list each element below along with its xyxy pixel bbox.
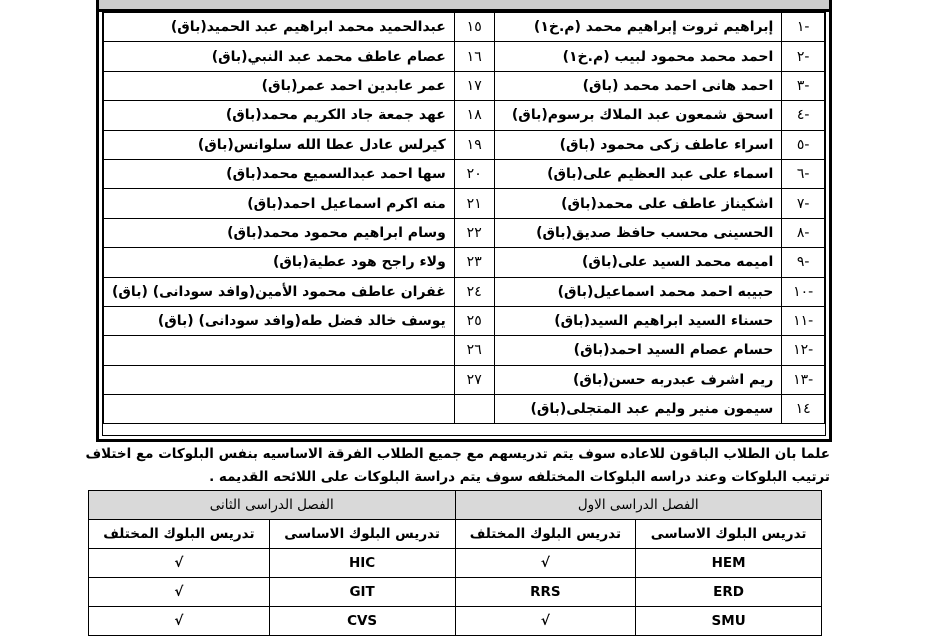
table-row xyxy=(104,218,825,247)
student-name: ريم اشرف عبدربه حسن(باق) xyxy=(494,365,782,394)
student-name: إبراهيم ثروت إبراهيم محمد (م.خ١) xyxy=(494,13,782,42)
student-name: اسراء عاطف زكى محمود (باق) xyxy=(494,130,782,159)
student-name: احمد هانى احمد محمد (باق) xyxy=(494,71,782,100)
student-name: الحسينى محسب حافظ صديق(باق) xyxy=(494,218,782,247)
block-cell: SMU xyxy=(636,607,822,636)
student-name: عصام عاطف محمد عبد النبي(باق) xyxy=(104,42,455,71)
student-name: عهد جمعة جاد الكريم محمد(باق) xyxy=(104,101,455,130)
student-number: -٦ xyxy=(782,159,825,188)
block-cell: RRS xyxy=(455,578,636,607)
block-cell: √ xyxy=(455,549,636,578)
student-number: -٣ xyxy=(782,71,825,100)
diff-header: تدريس البلوك المختلف xyxy=(89,520,270,549)
table-row xyxy=(104,189,825,218)
student-number: -١٠ xyxy=(782,277,825,306)
student-number: ٢١ xyxy=(454,189,494,218)
table-header xyxy=(99,0,829,12)
student-number: ٢٦ xyxy=(454,336,494,365)
student-name: غفران عاطف محمود الأمين(وافد سودانى) (باق) xyxy=(104,277,455,306)
block-cell: √ xyxy=(89,549,270,578)
student-number: ١٩ xyxy=(454,130,494,159)
student-number: -٩ xyxy=(782,248,825,277)
student-number: ١٦ xyxy=(454,42,494,71)
student-name: سيمون منير وليم عبد المتجلى(باق) xyxy=(494,395,782,424)
student-name: احمد محمد محمود لبيب (م.خ١) xyxy=(494,42,782,71)
table-row xyxy=(104,130,825,159)
block-cell: √ xyxy=(89,607,270,636)
student-name xyxy=(104,395,455,424)
student-number: ٢٧ xyxy=(454,365,494,394)
table-row xyxy=(104,365,825,394)
table-row xyxy=(104,101,825,130)
student-number: -٢ xyxy=(782,42,825,71)
student-number: ٢٣ xyxy=(454,248,494,277)
student-name: عمر عابدين احمد عمر(باق) xyxy=(104,71,455,100)
student-name: اسماء على عبد العظيم على(باق) xyxy=(494,159,782,188)
student-number xyxy=(454,395,494,424)
student-name: وسام ابراهيم محمود محمد(باق) xyxy=(104,218,455,247)
student-name: ولاء راجح هود عطية(باق) xyxy=(104,248,455,277)
block-cell: HEM xyxy=(636,549,822,578)
student-number: ٢٠ xyxy=(454,159,494,188)
student-name: اميمه محمد السيد على(باق) xyxy=(494,248,782,277)
table-row xyxy=(104,306,825,335)
block-cell: √ xyxy=(89,578,270,607)
block-cell: HIC xyxy=(269,549,455,578)
table-row xyxy=(104,42,825,71)
note-line-1: علما بان الطلاب الباقون للاعاده سوف يتم تدريسهم مع جميع الطلاب الفرقة الاساسيه بنفس البلوكات مع اختلاف xyxy=(85,446,830,462)
student-number: -١٣ xyxy=(782,365,825,394)
student-number: ٢٤ xyxy=(454,277,494,306)
student-name: منه اكرم اسماعيل احمد(باق) xyxy=(104,189,455,218)
student-name: حسناء السيد ابراهيم السيد(باق) xyxy=(494,306,782,335)
student-number: ١٨ xyxy=(454,101,494,130)
table-row xyxy=(104,277,825,306)
table-row xyxy=(104,395,825,424)
table-row xyxy=(104,13,825,42)
student-name: كيرلس عادل عطا الله سلوانس(باق) xyxy=(104,130,455,159)
student-number: ١٧ xyxy=(454,71,494,100)
student-number: -١ xyxy=(782,13,825,42)
student-name: حسام عصام السيد احمد(باق) xyxy=(494,336,782,365)
diff-header: تدريس البلوك المختلف xyxy=(455,520,636,549)
basic-header: تدريس البلوك الاساسى xyxy=(636,520,822,549)
student-number: -١٢ xyxy=(782,336,825,365)
blocks-table xyxy=(88,490,822,636)
students-table-frame xyxy=(96,0,832,442)
block-cell: CVS xyxy=(269,607,455,636)
term2-header: الفصل الدراسى الثانى xyxy=(89,491,456,520)
student-number: -١١ xyxy=(782,306,825,335)
student-name: يوسف خالد فضل طه(وافد سودانى) (باق) xyxy=(104,306,455,335)
student-name xyxy=(104,365,455,394)
student-number: ٢٥ xyxy=(454,306,494,335)
student-number: -٤ xyxy=(782,101,825,130)
table-row xyxy=(104,159,825,188)
table-row xyxy=(104,248,825,277)
block-cell: GIT xyxy=(269,578,455,607)
student-name: اشكيناز عاطف على محمد(باق) xyxy=(494,189,782,218)
student-number: -٧ xyxy=(782,189,825,218)
student-number: ١٥ xyxy=(454,13,494,42)
block-cell: ERD xyxy=(636,578,822,607)
student-name xyxy=(104,336,455,365)
basic-header: تدريس البلوك الاساسى xyxy=(269,520,455,549)
table-row xyxy=(104,71,825,100)
table-row xyxy=(104,336,825,365)
student-name: اسحق شمعون عبد الملاك برسوم(باق) xyxy=(494,101,782,130)
student-name: حبيبه احمد محمد اسماعيل(باق) xyxy=(494,277,782,306)
students-table xyxy=(103,12,825,424)
student-number: -٨ xyxy=(782,218,825,247)
student-number: -٥ xyxy=(782,130,825,159)
term1-header: الفصل الدراسى الاول xyxy=(455,491,821,520)
student-number: ٢٢ xyxy=(454,218,494,247)
student-name: عبدالحميد محمد ابراهيم عبد الحميد(باق) xyxy=(104,13,455,42)
block-cell: √ xyxy=(455,607,636,636)
note-line-2: ترتيب البلوكات وعند دراسه البلوكات المختلفه سوف يتم دراسة البلوكات على اللائحه القديمه . xyxy=(209,469,830,485)
student-name: سها احمد عبدالسميع محمد(باق) xyxy=(104,159,455,188)
student-number: ١٤ xyxy=(782,395,825,424)
